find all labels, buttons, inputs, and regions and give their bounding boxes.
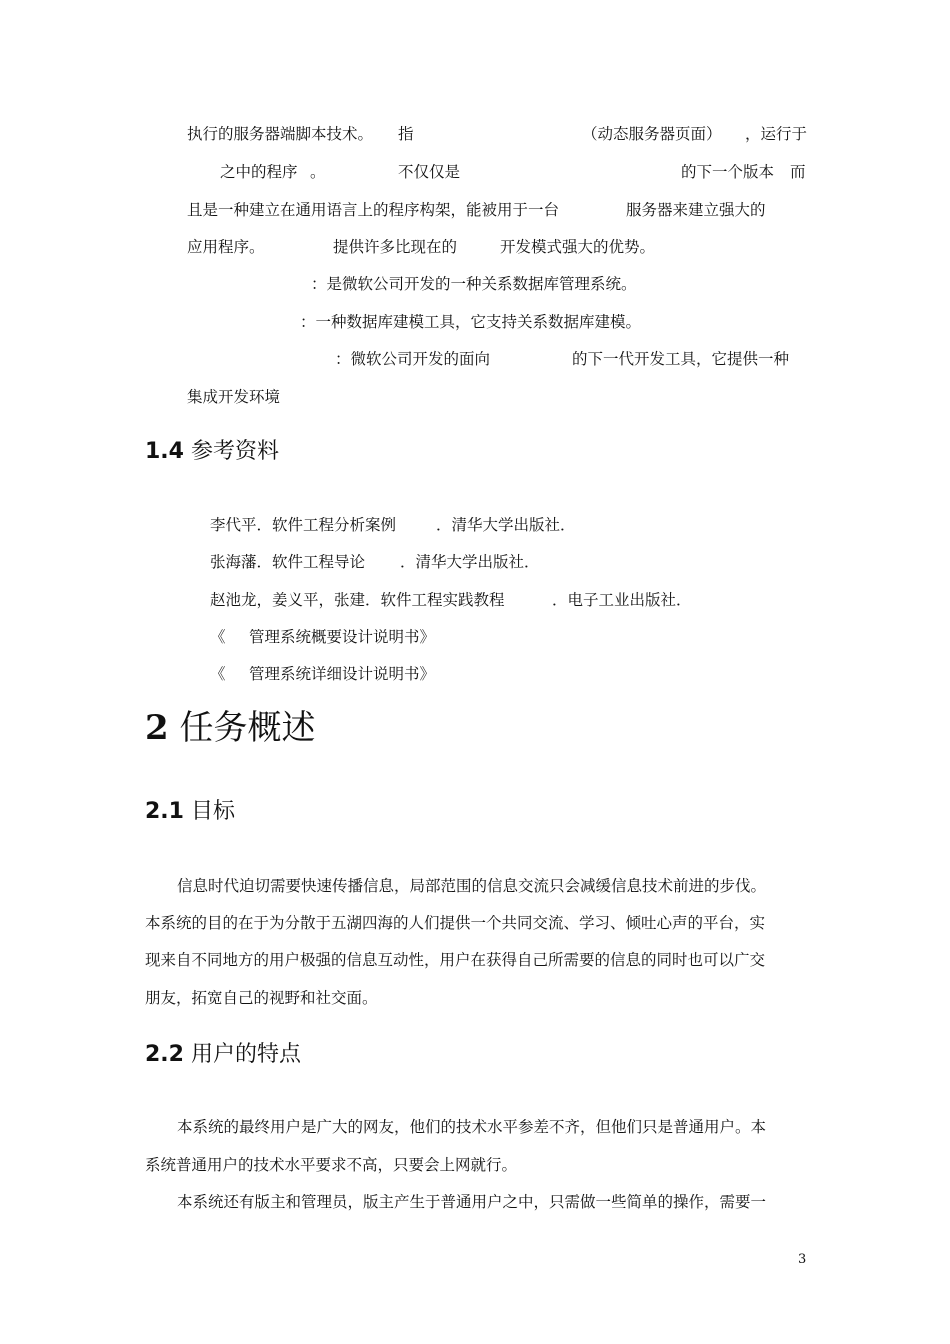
intro-text: 执行的服务器端脚本技术。 [187,125,374,143]
intro-text: 开发模式强大的优势。 [500,238,656,256]
intro-text: 的下一个版本 [681,163,775,181]
definition-text: ：是微软公司开发的一种关系数据库管理系统。 [311,275,637,293]
paragraph-line: 系统普通用户的技术水平要求不高，只要会上网就行。 [145,1156,518,1174]
intro-text: 指 [398,125,414,143]
reference-item: ．电子工业出版社． [552,591,692,609]
section-heading [145,438,279,466]
intro-text: 而 [790,163,806,181]
page-number: 3 [798,1252,807,1267]
reference-item: 管理系统概要设计说明书》 [249,628,436,646]
reference-item: 《 [210,665,226,683]
paragraph-line: 本系统的目的在于为分散于五湖四海的人们提供一个共同交流、学习、倾吐心声的平台，实 [145,914,766,932]
intro-text: 且是一种建立在通用语言上的程序构架，能被用于一台 [187,201,560,219]
definition-text: ：微软公司开发的面向 [335,350,491,368]
reference-item: 管理系统详细设计说明书》 [249,665,436,683]
section-heading [145,1041,301,1069]
section-heading [145,798,235,826]
chapter-number: 2 [145,708,169,748]
reference-item: 《 [210,628,226,646]
section-title: 用户的特点 [190,1042,301,1067]
section-title: 参考资料 [190,439,279,464]
reference-item: 李代平．软件工程分析案例 [210,516,397,534]
paragraph-line: 现来自不同地方的用户极强的信息互动性，用户在获得自己所需要的信息的同时也可以广交 [145,951,766,969]
section-number: 1.4 [145,439,184,464]
reference-item: ．清华大学出版社． [400,553,540,571]
definition-text: 集成开发环境 [187,388,281,406]
paragraph-line: 朋友，拓宽自己的视野和社交面。 [145,989,378,1007]
intro-text: 提供许多比现在的 [333,238,458,256]
chapter-heading [145,708,315,748]
intro-text: （动态服务器页面） [582,125,722,143]
reference-item: ．清华大学出版社． [436,516,576,534]
intro-text: 服务器来建立强大的 [626,201,766,219]
intro-text: 不仅仅是 [398,163,461,181]
reference-item: 张海藩．软件工程导论 [210,553,366,571]
intro-text: 应用程序。 [187,238,265,256]
section-number: 2.1 [145,799,184,824]
chapter-title: 任务概述 [179,708,316,748]
intro-text: ，运行于 [745,125,808,143]
section-number: 2.2 [145,1042,184,1067]
intro-text: 之中的程序 [220,163,298,181]
intro-text: 。 [310,163,326,181]
paragraph-line: 本系统还有版主和管理员，版主产生于普通用户之中，只需做一些简单的操作，需要一 [177,1193,767,1211]
reference-item: 赵池龙，姜义平，张建．软件工程实践教程 [210,591,505,609]
paragraph-line: 信息时代迫切需要快速传播信息，局部范围的信息交流只会减缓信息技术前进的步伐。 [177,877,767,895]
definition-text: 的下一代开发工具，它提供一种 [572,350,790,368]
paragraph-line: 本系统的最终用户是广大的网友，他们的技术水平参差不齐，但他们只是普通用户。本 [177,1118,767,1136]
section-title: 目标 [190,799,235,824]
definition-text: ：一种数据库建模工具，它支持关系数据库建模。 [300,313,642,331]
